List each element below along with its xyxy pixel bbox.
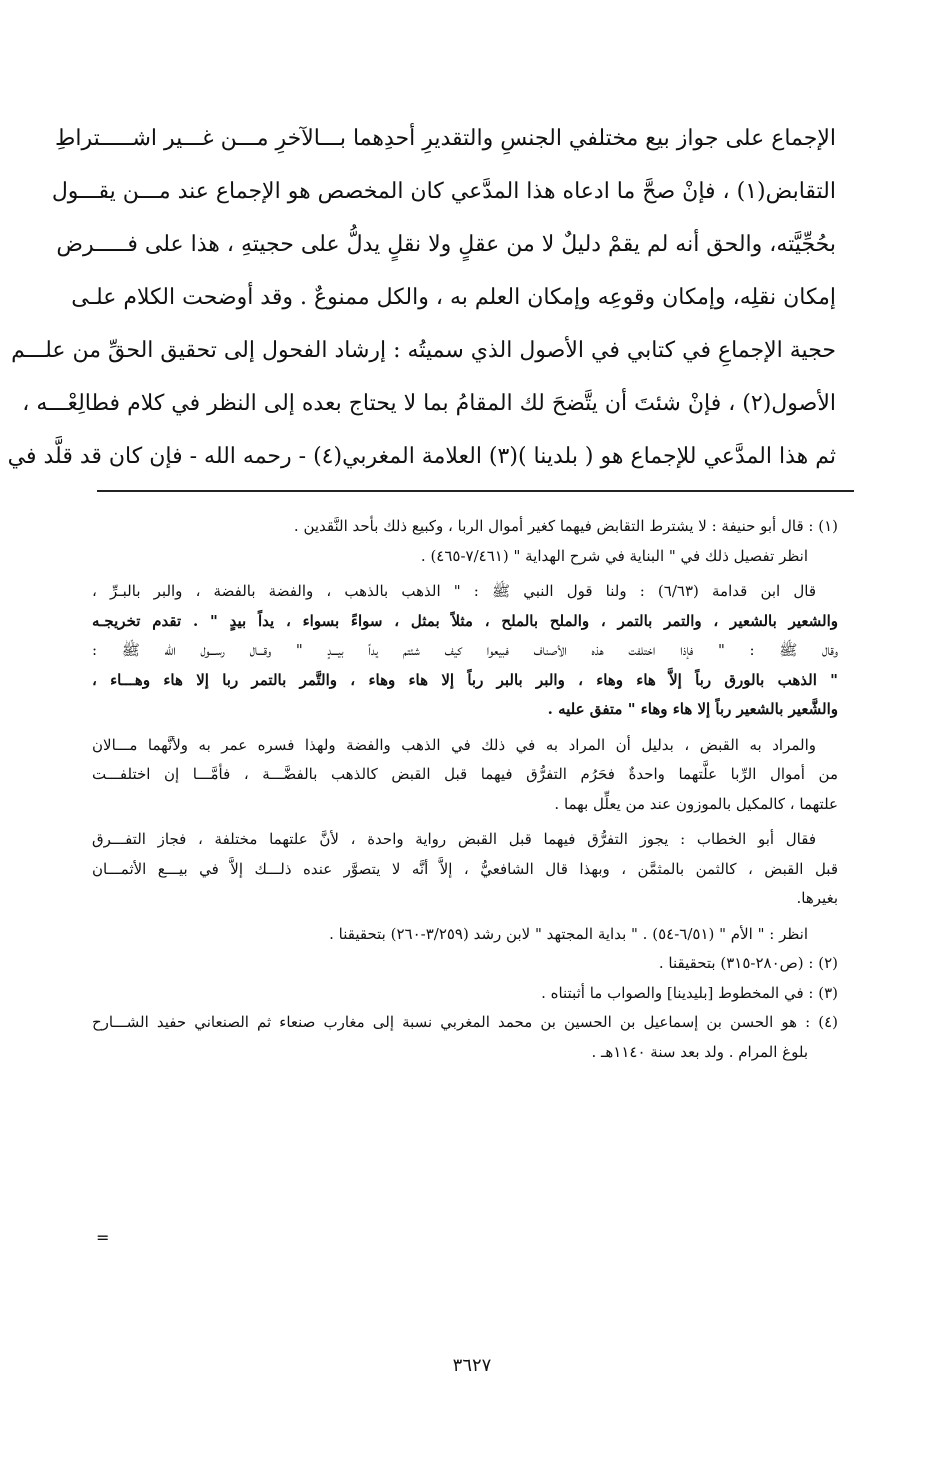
main-body-text xyxy=(7,112,836,483)
body-line: الأصول(٢) ، فإنْ شئتَ أن يتَّضحَ لك المقامُ بما لا يحتاج بعده إلى النظر في كلام فطالِعْـــه ، xyxy=(22,391,836,416)
footnote-separator xyxy=(97,490,854,492)
footnote-1-line: (١) : قال أبو حنيفة : لا يشترط التقابض فيهما كغير أموال الربا ، وكبيع ذلك بأحد النَّقدين . xyxy=(293,517,838,535)
body-line: إمكان نقلِه، وإمكان وقوعِه وإمكان العلم به ، والكل ممنوعٌ . وقد أوضحت الكلام علـى xyxy=(71,285,836,310)
footnote-1-quote-line: " الذهب بالورق رباً إلاَّ هاء وهاء ، والبر بالبر رباً إلا هاء وهاء ، والتَّمر بالتمر ربا إلا هاء وهـــاء ، xyxy=(92,670,838,689)
body-line: ثم هذا المدَّعي للإجماع هو ( بلدينا )(٣) العلامة المغربي(٤) - رحمه الله - فإن كان قد قلَّد في xyxy=(7,444,836,469)
footnotes xyxy=(92,512,838,1067)
footnote-1-paragraph-line: فقال أبو الخطاب : يجوز التفرُّق فيهما قبل القبض رواية واحدة ، لأنَّ علتهما مختلفة ، فجاز التفـــرق xyxy=(92,830,816,848)
footnote-2: (٢) : (ص٢٨٠-٣١٥) بتحقيقنا . xyxy=(658,954,838,972)
body-line: الإجماع على جواز بيع مختلفي الجنسِ والتقديرِ أحدِهما بـــالآخرِ مـــن غـــير اشـــــتراطِ xyxy=(55,126,836,151)
continuation-mark: = xyxy=(96,1228,110,1247)
body-line: التقابض(١) ، فإنْ صحَّ ما ادعاه هذا المدَّعي كان المخصص هو الإجماع عند مـــن يقـــول xyxy=(51,179,836,204)
footnote-1-quote-line: والشَّعير بالشعير رباً إلا هاء وهاء " متفق عليه . xyxy=(547,700,838,718)
footnote-1-quote-line: والشعير بالشعير ، والتمر بالتمر ، والملح بالملح ، مثلاً بمثل ، سواءً بسواء ، يداً بيدٍ " . تقدم تخريجـه xyxy=(92,611,838,630)
body-line: بحُجِّيَّته، والحق أنه لم يقمْ دليلٌ لا من عقلٍ ولا نقلٍ يدلُّ على حجيتهِ ، هذا على فـــــرض xyxy=(56,232,836,257)
footnote-3: (٣) : في المخطوط [بليدينا] والصواب ما أثبتناه . xyxy=(541,983,838,1002)
footnote-1-line: انظر تفصيل ذلك في " البناية في شرح الهداية " (٧/٤٦١-٤٦٥) . xyxy=(420,546,808,565)
footnote-1-paragraph-line: والمراد به القبض ، بدليل أن المراد به في ذلك في الذهب والفضة ولهذا فسره عمر به ولأنَّهما مـــالان xyxy=(92,735,816,754)
page-number: ٣٦٢٧ xyxy=(452,1355,492,1376)
footnote-1-paragraph-line: قبل القبض ، كالثمن بالمثمَّن ، وبهذا قال الشافعيُّ ، إلاَّ أنَّه لا يتصوَّر عنده ذلـــك إلاَّ في بيـــع الأثمـــان xyxy=(92,859,838,878)
footnote-1-paragraph-line: من أموال الرِّبا علَّتهما واحدةٌ فحَرُم التفرُّق فيهما قبل القبض كالذهب بالفضَّـــة ، فأمَّـــا إن اختلفـــت xyxy=(92,765,838,783)
footnote-4-line: بلوغ المرام . ولد بعد سنة ١١٤٠هـ . xyxy=(591,1042,808,1061)
footnote-1-paragraph-line: بغيرها. xyxy=(796,889,838,907)
footnote-4-line: (٤) : هو الحسن بن إسماعيل بن الحسين بن محمد المغربي نسبة إلى مغارب صنعاء ثم الصنعاني حفيد الشـــارح xyxy=(92,1013,838,1031)
footnote-1-paragraph-line: علتهما ، كالمكيل بالموزون عند من يعلِّل بهما . xyxy=(554,794,838,813)
footnote-1-quote-line: قال ابن قدامة (٦/٦٣) : ولنا قول النبي ﷺ : " الذهب بالذهب ، والفضة بالفضة ، والبر بالبـرِّ ، xyxy=(92,582,816,600)
footnote-1-quote-line: وقال ﷺ : " فإذا اختلفت هذه الأصناف فبيعوا كيف شئتم يداً بيـــدٍ " وقـــال رســـول الله ﷺ : xyxy=(92,641,838,659)
footnote-1-reference: انظر : " الأم " (٦/٥١-٥٤) . " بداية المجتهد " لابن رشد (٣/٢٥٩-٢٦٠) بتحقيقنا . xyxy=(329,924,808,943)
body-line: حجية الإجماعِ في كتابي في الأصول الذي سميتُه : إرشاد الفحول إلى تحقيق الحقِّ من علـــم xyxy=(11,338,836,363)
